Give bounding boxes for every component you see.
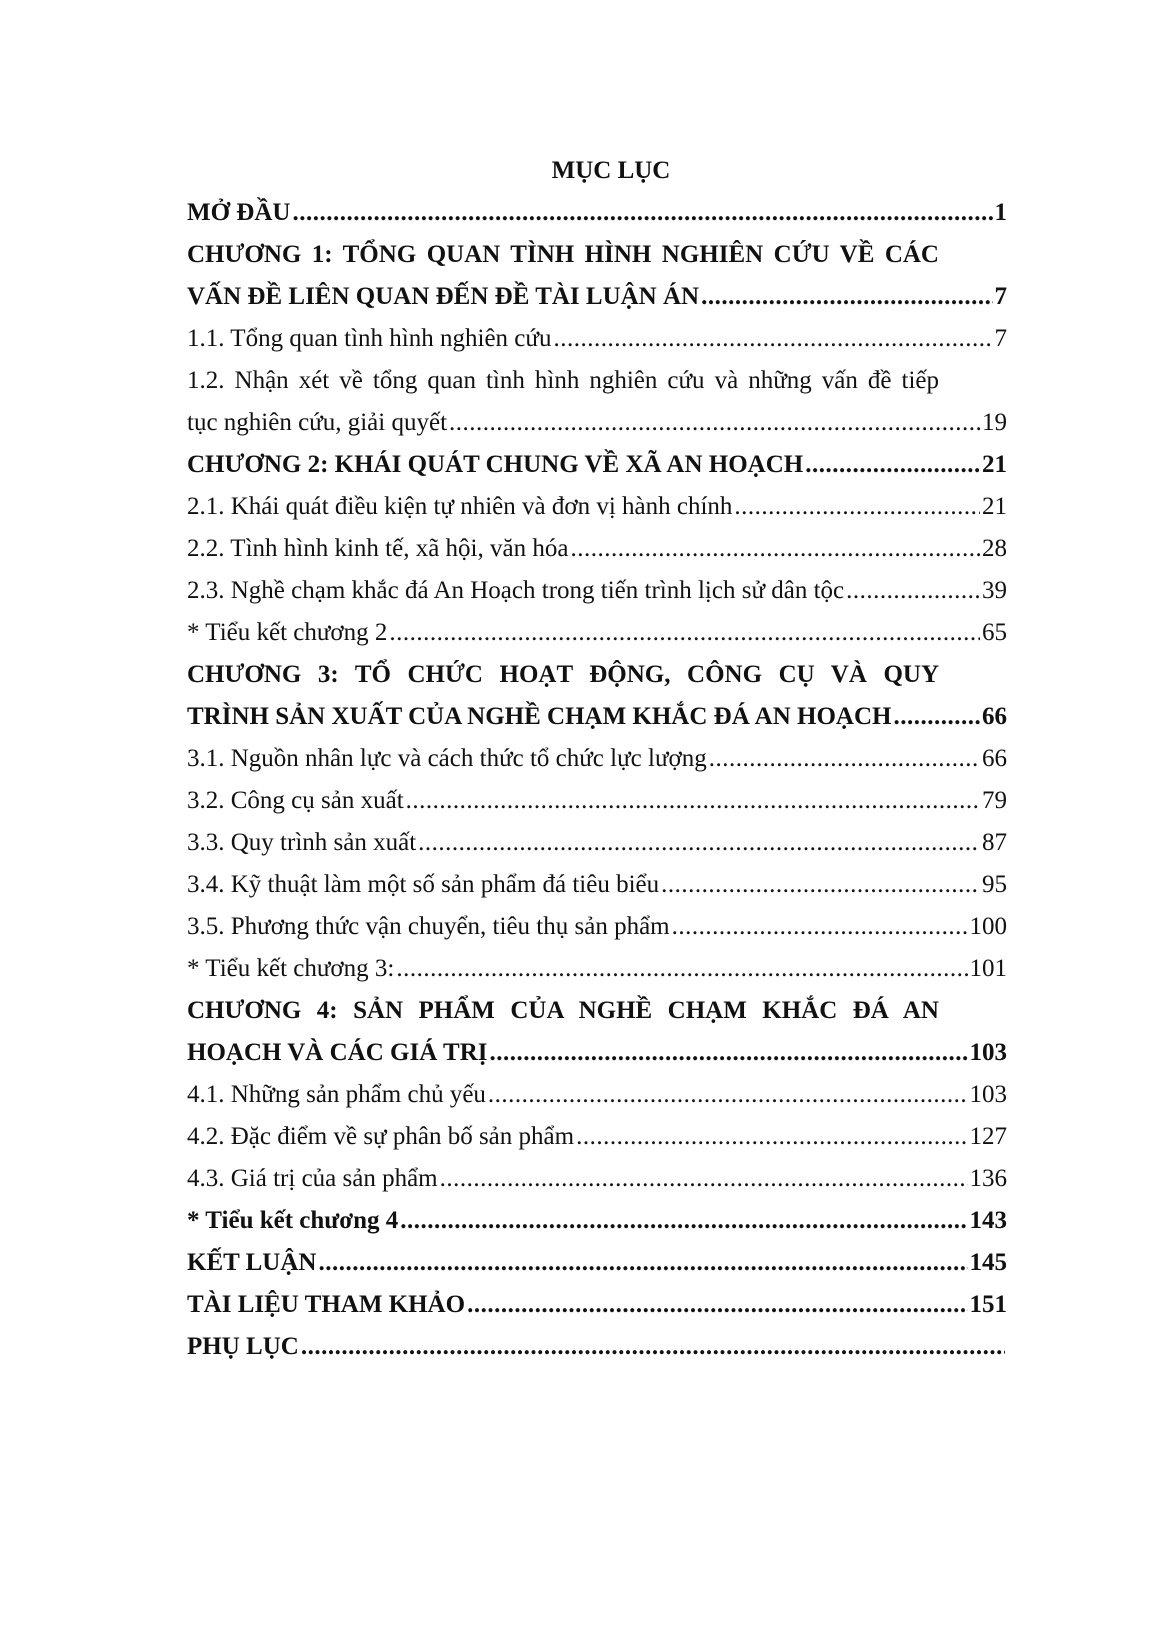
toc-entry-4-2 [187, 1116, 1007, 1158]
toc-page-number: 100 [969, 913, 1007, 940]
toc-entry-chapter-3 [187, 696, 1007, 738]
toc-page-number: 136 [969, 1165, 1007, 1192]
toc-page-number: 143 [969, 1207, 1007, 1234]
toc-entry-phu-luc [187, 1326, 1007, 1368]
dot-leader [805, 444, 980, 486]
toc-page-number: 39 [982, 577, 1007, 604]
toc-page-number: 103 [969, 1081, 1007, 1108]
toc-page-number: 19 [982, 409, 1007, 436]
toc-page-number: 87 [982, 829, 1007, 856]
toc-page-number: 101 [969, 955, 1007, 982]
toc-entry-label: 4.3. Giá trị của sản phẩm [187, 1165, 438, 1192]
dot-leader [661, 864, 980, 906]
dot-leader [846, 570, 980, 612]
toc-entry-summary-2 [187, 612, 1007, 654]
toc-entry-label: KẾT LUẬN [187, 1249, 317, 1276]
dot-leader [570, 528, 980, 570]
toc-entry-4-3 [187, 1158, 1007, 1200]
toc-page-number: 7 [994, 283, 1007, 310]
toc-page-number: 1 [994, 199, 1007, 226]
toc-page-number: 103 [969, 1039, 1007, 1066]
toc-entry-label: 3.4. Kỹ thuật làm một số sản phẩm đá tiêu biểu [187, 871, 660, 898]
toc-entry-chapter-3-line1: CHƯƠNG 3: TỔ CHỨC HOẠT ĐỘNG, CÔNG CỤ VÀ QUY [187, 661, 939, 688]
toc-entry-1-2 [187, 402, 1007, 444]
toc-entry-label: CHƯƠNG 2: KHÁI QUÁT CHUNG VỀ XÃ AN HOẠCH [187, 451, 804, 478]
toc-entry-2-2 [187, 528, 1007, 570]
toc-entry-2-1 [187, 486, 1007, 528]
toc-entry-summary-3 [187, 948, 1007, 990]
toc-entry-label: 2.1. Khái quát điều kiện tự nhiên và đơn vị hành chính [187, 493, 733, 520]
toc-entry-label: TRÌNH SẢN XUẤT CỦA NGHỀ CHẠM KHẮC ĐÁ AN HOẠCH [187, 703, 892, 730]
dot-leader [400, 1200, 967, 1242]
toc-entry-1-2-line1: 1.2. Nhận xét về tổng quan tình hình nghiên cứu và những vấn đề tiếp [187, 367, 939, 394]
toc-entry-label: TÀI LIỆU THAM KHẢO [187, 1291, 466, 1318]
dot-leader [672, 906, 968, 948]
toc-entry-summary-4 [187, 1200, 1007, 1242]
toc-entry-chapter-1 [187, 276, 1007, 318]
toc-entry-label: tục nghiên cứu, giải quyết [187, 409, 448, 436]
toc-page-number: 21 [982, 451, 1007, 478]
toc-entry-3-1 [187, 738, 1007, 780]
toc-entry-label: 2.2. Tình hình kinh tế, xã hội, văn hóa [187, 535, 569, 562]
toc-page-number: 28 [982, 535, 1007, 562]
toc-entry-label: 3.5. Phương thức vận chuyển, tiêu thụ sản phẩm [187, 913, 670, 940]
dot-leader [553, 318, 992, 360]
toc-entry-label: PHỤ LỤC [187, 1333, 299, 1360]
toc-entry-label: 1.1. Tổng quan tình hình nghiên cứu [187, 325, 552, 352]
dot-leader [440, 1158, 968, 1200]
toc-entry-3-2 [187, 780, 1007, 822]
toc-entry-label: 2.3. Nghề chạm khắc đá An Hoạch trong tiến trình lịch sử dân tộc [187, 577, 845, 604]
toc-page-number: 151 [969, 1291, 1007, 1318]
toc-entry-chapter-1-line1: CHƯƠNG 1: TỔNG QUAN TÌNH HÌNH NGHIÊN CỨU VỀ CÁC [187, 241, 939, 268]
toc-page-number: 21 [982, 493, 1007, 520]
toc-entry-label: 3.1. Nguồn nhân lực và cách thức tổ chức lực lượng [187, 745, 707, 772]
dot-leader [389, 612, 980, 654]
toc-entry-3-3 [187, 822, 1007, 864]
toc-entry-label: 4.2. Đặc điểm về sự phân bố sản phẩm [187, 1123, 575, 1150]
toc-page-number: 145 [969, 1249, 1007, 1276]
toc-entry-label: * Tiểu kết chương 2 [187, 619, 388, 646]
toc-entry-tai-lieu [187, 1284, 1007, 1326]
toc-entry-1-1 [187, 318, 1007, 360]
toc-entry-chapter-4-line1: CHƯƠNG 4: SẢN PHẨM CỦA NGHỀ CHẠM KHẮC ĐÁ AN [187, 997, 939, 1024]
dot-leader [709, 738, 980, 780]
dot-leader [467, 1284, 967, 1326]
toc-entry-chapter-4 [187, 1032, 1007, 1074]
dot-leader [893, 696, 980, 738]
toc-entry-label: 4.1. Những sản phẩm chủ yếu [187, 1081, 486, 1108]
dot-leader [490, 1032, 968, 1074]
toc-entry-3-5 [187, 906, 1007, 948]
toc-page-number: 66 [982, 745, 1007, 772]
dot-leader [701, 276, 992, 318]
dot-leader [734, 486, 980, 528]
dot-leader [576, 1116, 967, 1158]
toc-page-number: 65 [982, 619, 1007, 646]
dot-leader [418, 822, 980, 864]
dot-leader [292, 192, 992, 234]
toc-entry-2-3 [187, 570, 1007, 612]
toc-entry-3-4 [187, 864, 1007, 906]
toc-entry-chapter-2 [187, 444, 1007, 486]
toc-entry-label: 3.3. Quy trình sản xuất [187, 829, 417, 856]
dot-leader [449, 402, 980, 444]
toc-entry-label: * Tiểu kết chương 4 [187, 1207, 399, 1234]
toc-page-number: 7 [994, 325, 1007, 352]
toc-page-number: 66 [982, 703, 1007, 730]
toc-page-number: 127 [969, 1123, 1007, 1150]
toc-entry-4-1 [187, 1074, 1007, 1116]
toc-page-number: 79 [982, 787, 1007, 814]
toc-title: MỤC LỤC [551, 157, 671, 184]
toc-entry-label: * Tiểu kết chương 3: [187, 955, 395, 982]
toc-entry-mo-dau [187, 192, 1007, 234]
toc-entry-label: MỞ ĐẦU [187, 199, 291, 226]
toc-entry-ket-luan [187, 1242, 1007, 1284]
dot-leader [301, 1326, 1005, 1368]
dot-leader [488, 1074, 968, 1116]
toc-entry-label: 3.2. Công cụ sản xuất [187, 787, 404, 814]
toc-entry-label: HOẠCH VÀ CÁC GIÁ TRỊ [187, 1039, 488, 1066]
dot-leader [396, 948, 967, 990]
toc-entry-label: VẤN ĐỀ LIÊN QUAN ĐẾN ĐỀ TÀI LUẬN ÁN [187, 283, 700, 310]
table-of-contents [187, 150, 1007, 1368]
dot-leader [318, 1242, 967, 1284]
toc-page-number: 95 [982, 871, 1007, 898]
dot-leader [406, 780, 980, 822]
